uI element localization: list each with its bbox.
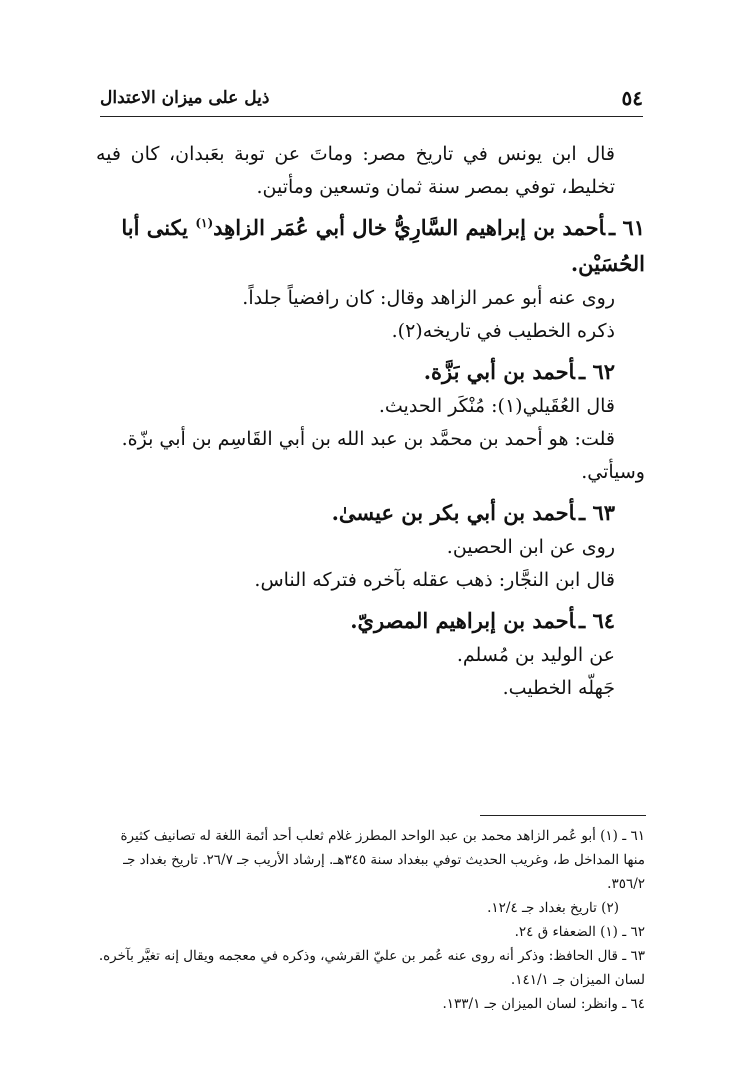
entry-62-line-2: قلت: هو أحمد بن محمَّد بن عبد الله بن أبي القَاسِم بن أبي بزّة. [121,428,615,450]
main-text [96,138,645,705]
entry-64-line-2: جَهلّه الخطيب. [502,677,615,699]
footnote-61-1: ٦١ ـ (١) أبو عُمر الزاهد محمد بن عبد الواحد المطرز غلام ثعلب أحد أئمة اللغة له تصانيف كثيرة منها المداخل ط، وغريب الحديث توفي ببغداد سنة ٣٤٥هـ. إرشاد الأريب جـ ٢٦/٧. تاريخ بغداد جـ ٣٥٦/٢. [120,828,645,892]
footnote-rule [480,815,646,816]
entry-61-number: ٦١ ـ [608,215,645,240]
header-rule [100,116,643,117]
entry-61-kunya: يكنى أبا الحُسَيْن. [121,215,645,276]
entry-63-line-2: قال ابن النجَّار: ذهب عقله بآخره فتركه الناس. [254,569,615,591]
footnote-62: ٦٢ ـ (١) الضعفاء ق ٢٤. [514,924,645,940]
footnotes [98,824,645,1016]
entry-61-heading [96,210,645,282]
entry-61-line-2: ذكره الخطيب في تاريخه(٢). [391,320,615,342]
footnote-61-2: (٢) تاريخ بغداد جـ ١٢/٤. [487,900,619,916]
entry-62-heading [96,354,645,390]
entry-63-line-1: روى عن ابن الحصين. [446,536,615,558]
entry-63-number: ٦٣ ـ [578,500,615,525]
entry-64-heading [96,603,645,639]
entry-61-line-1: روى عنه أبو عمر الزاهد وقال: كان رافضياً جلداً. [242,287,615,309]
page-number: ٥٤ [621,86,643,110]
footnote-63: ٦٣ ـ قال الحافظ: وذكر أنه روى عنه عُمر بن عليّ القرشي، وذكره في معجمه ويقال إنه تغيَّر بآخره. لسان الميزان جـ ١٤١/١. [98,948,645,988]
entry-61-name: أحمد بن إبراهيم السَّارِيُّ خال أبي عُمَر الزاهِد [213,215,605,240]
entry-64-line-1: عن الوليد بن مُسلم. [456,644,615,666]
running-title: ذيل على ميزان الاعتدال [100,88,270,108]
entry-64-number: ٦٤ ـ [578,608,615,633]
entry-63-name: أحمد بن أبي بكر بن عيسىٰ. [331,500,575,525]
page-header [100,84,643,112]
footnote-64: ٦٤ ـ وانظر: لسان الميزان جـ ١٣٣/١. [442,996,645,1012]
entry-64-name: أحمد بن إبراهيم المصريّ. [350,608,575,633]
entry-63-heading [96,495,645,531]
intro-paragraph: قال ابن يونس في تاريخ مصر: وماتَ عن توبة بعَبدان، كان فيه تخليط، توفي بمصر سنة ثمان وتسعين ومأتين. [96,143,615,198]
entry-62-number: ٦٢ ـ [578,359,615,384]
entry-62-line-3: وسيأتي. [581,461,645,483]
entry-62-name: أحمد بن أبي بَزَّة. [423,359,575,384]
entry-61-footnote-mark: (١) [195,216,214,230]
entry-62-line-1: قال العُقَيلي(١): مُنْكَر الحديث. [378,395,615,417]
